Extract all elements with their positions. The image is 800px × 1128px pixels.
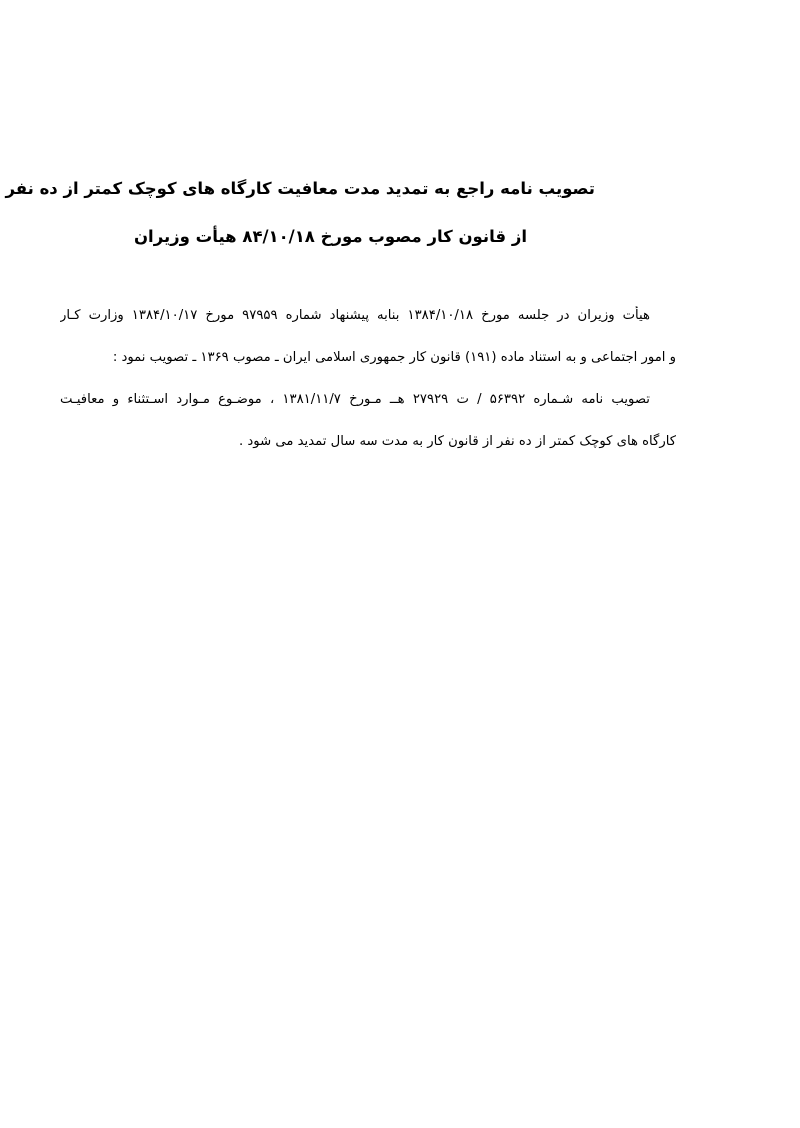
body-line-2: و امور اجتماعی و به استناد ماده (۱۹۱) قانون کار جمهوری اسلامی ایران ـ مصوب ۱۳۶۹ ـ تصویب نمود : [112, 350, 676, 365]
document-title [5, 178, 595, 248]
document-body [60, 306, 676, 474]
body-line-3: تصویب نامه شـماره ۵۶۳۹۲ / ت ۲۷۹۲۹ هــ مـورخ ۱۳۸۱/۱۱/۷ ، موضـوع مـوارد اسـتثناء و معافیـت [60, 392, 650, 407]
title-line-1: تصویب نامه راجع به تمدید مدت معافیت کارگاه های کوچک کمتر از ده نفر [5, 179, 595, 198]
body-line-4: کارگاه های کوچک کمتر از ده نفر از قانون کار به مدت سه سال تمدید می شود . [239, 434, 676, 449]
body-line-1: هیأت وزیران در جلسه مورخ ۱۳۸۴/۱۰/۱۸ بنابه پیشنهاد شماره ۹۷۹۵۹ مورخ ۱۳۸۴/۱۰/۱۷ وزارت کـار [60, 308, 650, 323]
title-line-2: از قانون کار مصوب مورخ ۸۴/۱۰/۱۸ هیأت وزیران [133, 227, 527, 246]
